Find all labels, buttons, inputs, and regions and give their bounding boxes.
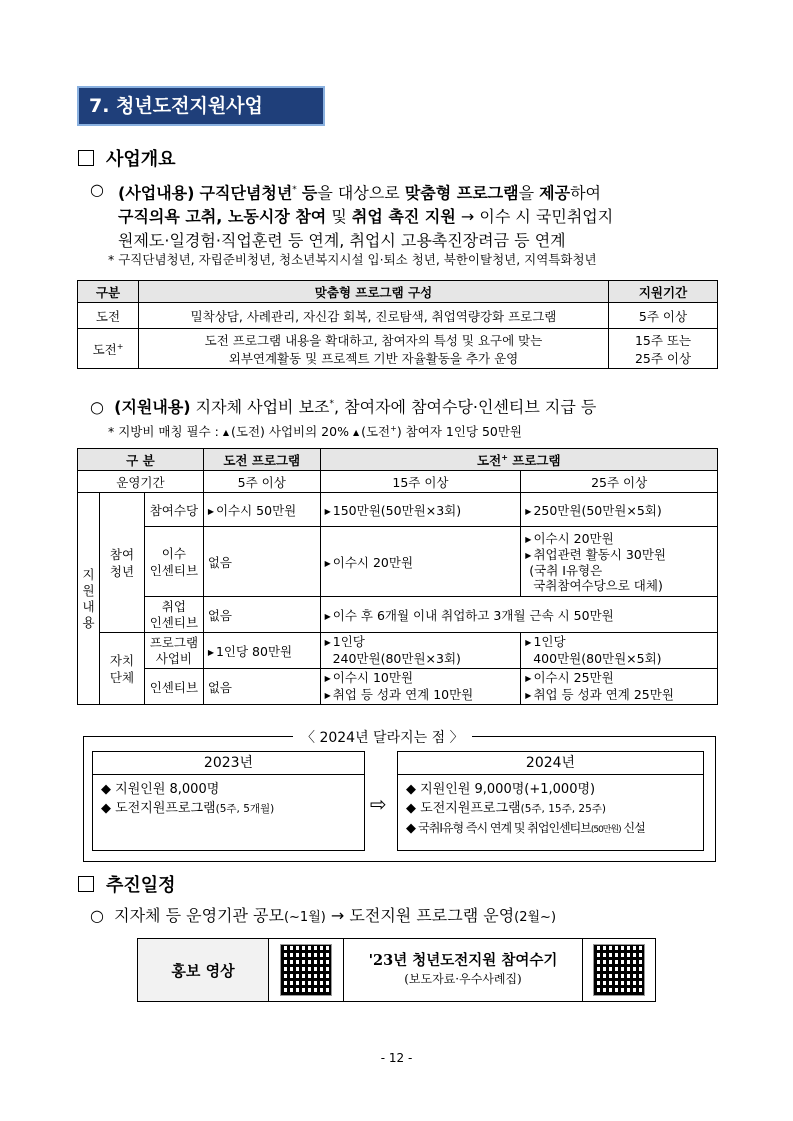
- diamond-bullet-icon: ◆: [406, 782, 416, 797]
- col-header: 구 분: [78, 449, 204, 471]
- triangle-bullet-icon: ▲: [352, 428, 360, 438]
- support-bullet: ○ (지원내용) 지자체 사업비 보조*, 참여자에 참여수당·인센티브 지급 등: [90, 397, 597, 417]
- table-cell: 도전 프로그램 내용을 확대하고, 참여자의 특성 및 요구에 맞는 외부연계활동 및 프로젝트 기반 자율활동을 추가 운영: [139, 329, 609, 369]
- overview-heading: 사업개요: [78, 145, 176, 171]
- table-cell: 5주 이상: [203, 471, 320, 493]
- table-cell: 밀착상담, 사례관리, 자신감 회복, 진로탐색, 취업역량강화 프로그램: [139, 303, 609, 329]
- col-header: 도전+ 프로그램: [320, 449, 717, 471]
- table-cell: ▶ 1인당 240만원(80만원×3회): [320, 633, 521, 669]
- year-2024-list: ◆ 지원인원 9,000명(+1,000명) ◆ 도전지원프로그램(5주, 15주, 25주) ◆ 국취Ⅰ유형 즉시 연계 및 취업인센티브(50만원) 신설: [406, 782, 645, 836]
- diamond-bullet-icon: ◆: [406, 801, 416, 816]
- table-cell: 15주 이상: [320, 471, 521, 493]
- row-group-label: 자치 단체: [99, 633, 144, 705]
- checkbox-square-icon: [78, 150, 94, 166]
- col-header: 맞춤형 프로그램 구성: [139, 281, 609, 303]
- support-note: * 지방비 매칭 필수 : ▲ (도전) 사업비의 20% ▲ (도전+) 참여자 1인당 50만원: [108, 424, 523, 440]
- overview-footnote: * 구직단념청년, 자립준비청년, 청소년복지시설 입·퇴소 청년, 북한이탈청년, 지역특화청년: [108, 252, 597, 267]
- row-label: 이수 인센티브: [144, 527, 203, 597]
- qr-code-icon: [593, 944, 645, 996]
- table-cell: ▶ 이수시 20만원 ▶ 취업관련 활동시 30만원 (국취 Ⅰ유형은 국취참여수당으로 대체): [521, 527, 718, 597]
- table-cell: 도전+: [78, 329, 139, 369]
- table-cell: ▶ 250만원(50만원×5회): [521, 493, 718, 527]
- triangle-bullet-icon: ▲: [222, 428, 230, 438]
- section-title: 7. 청년도전지원사업: [77, 86, 325, 126]
- qr-code-icon: [280, 944, 332, 996]
- table-cell: ▶ 150만원(50만원×3회): [320, 493, 521, 527]
- row-label: 프로그램 사업비: [144, 633, 203, 669]
- table-cell: 도전: [78, 303, 139, 329]
- table-cell: ▶ 1인당 80만원: [203, 633, 320, 669]
- program-table: [77, 280, 718, 369]
- table-cell: 없음: [203, 597, 320, 633]
- table-cell: ▶ 이수 후 6개월 이내 취업하고 3개월 근속 시 50만원: [320, 597, 717, 633]
- promo-box: [137, 938, 656, 1002]
- row-label: 참여수당: [144, 493, 203, 527]
- promo-label: 홍보 영상: [171, 961, 235, 980]
- support-table: [77, 448, 718, 705]
- schedule-heading: 추진일정: [78, 871, 176, 897]
- diamond-bullet-icon: ◆: [101, 801, 111, 816]
- changes-title: 〈 2024년 달라지는 점 〉: [293, 727, 472, 747]
- year-2023-box: [92, 751, 365, 851]
- row-label: 취업 인센티브: [144, 597, 203, 633]
- overview-bullet: ○ (사업내용) 구직단념청년* 등을 대상으로 맞춤형 프로그램을 제공하여 구직의욕 고취, 노동시장 참여 및 취업 촉진 지원 → 이수 시 국민취업지 원제도·일경험·직업훈련 등 연계, 취업시 고용촉진장려금 등 연계: [90, 180, 614, 251]
- promo-title-box: [344, 939, 582, 1001]
- year-2024-header: 2024년: [398, 752, 703, 775]
- diamond-bullet-icon: ◆: [406, 821, 415, 836]
- circle-bullet-icon: ○: [90, 906, 104, 925]
- diamond-bullet-icon: ◆: [101, 782, 111, 797]
- col-header: 도전 프로그램: [203, 449, 320, 471]
- table-cell: 운영기간: [78, 471, 204, 493]
- table-cell: 없음: [203, 669, 320, 705]
- table-cell: ▶ 1인당 400만원(80만원×5회): [521, 633, 718, 669]
- arrow-right-icon: ⇨: [370, 792, 387, 816]
- checkbox-square-icon: [78, 876, 94, 892]
- year-2023-list: ◆ 지원인원 8,000명 ◆ 도전지원프로그램(5주, 5개월): [101, 782, 275, 816]
- table-cell: 25주 이상: [521, 471, 718, 493]
- qr-code-right[interactable]: [582, 939, 655, 1001]
- table-cell: ▶ 이수시 25만원 ▶ 취업 등 성과 연계 25만원: [521, 669, 718, 705]
- promo-subtitle: (보도자료·우수사례집): [404, 972, 522, 986]
- promo-title: '23년 청년도전지원 참여수기: [368, 952, 558, 969]
- table-cell: ▶ 이수시 10만원 ▶ 취업 등 성과 연계 10만원: [320, 669, 521, 705]
- col-header: 구분: [78, 281, 139, 303]
- col-header: 지원기간: [609, 281, 718, 303]
- table-cell: 없음: [203, 527, 320, 597]
- schedule-bullet: ○ 지자체 등 운영기관 공모(~1월) → 도전지원 프로그램 운영(2월~): [90, 906, 557, 925]
- row-group-label: 참여 청년: [99, 493, 144, 633]
- table-cell: ▶ 이수시 50만원: [203, 493, 320, 527]
- year-2023-header: 2023년: [93, 752, 364, 775]
- circle-bullet-icon: ○: [90, 180, 104, 199]
- table-cell: ▶ 이수시 20만원: [320, 527, 521, 597]
- table-cell: 15주 또는 25주 이상: [609, 329, 718, 369]
- row-group-label: 지 원 내 용: [78, 493, 100, 705]
- year-2024-box: [397, 751, 704, 851]
- page-number: - 12 -: [380, 1051, 413, 1065]
- table-cell: 5주 이상: [609, 303, 718, 329]
- circle-bullet-icon: ○: [90, 397, 104, 417]
- qr-code-left[interactable]: [268, 939, 344, 1001]
- row-label: 인센티브: [144, 669, 203, 705]
